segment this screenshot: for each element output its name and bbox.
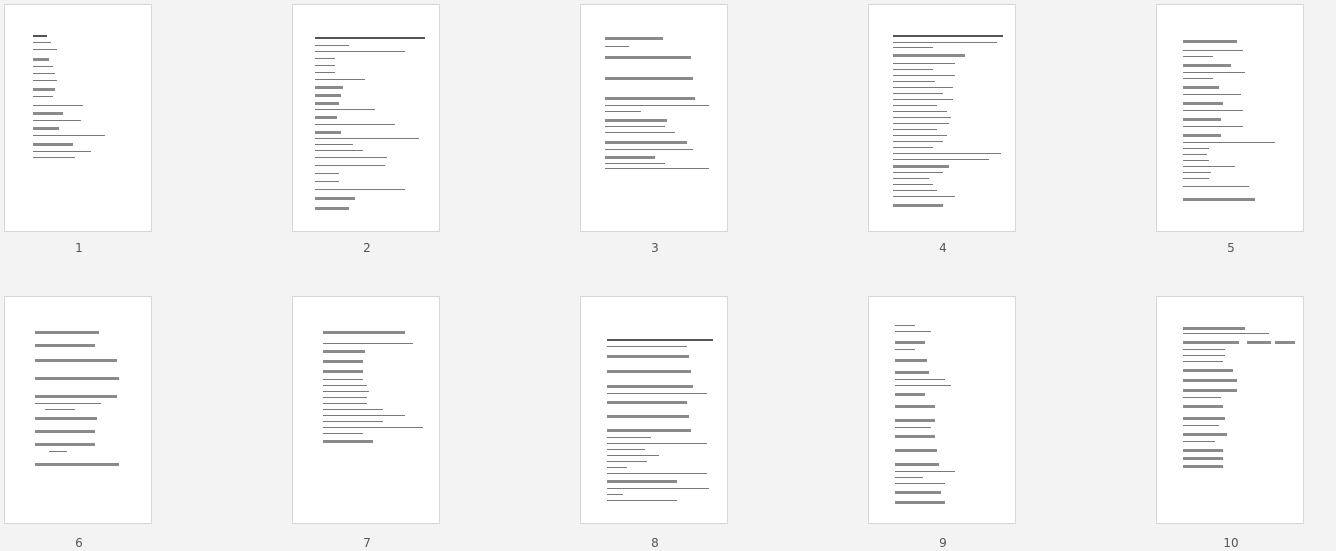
- page-preview: [868, 296, 1016, 524]
- page-number: 9: [939, 536, 947, 550]
- page-preview: [1156, 4, 1304, 232]
- page-preview: [292, 296, 440, 524]
- page-number: 8: [651, 536, 659, 550]
- page-number: 10: [1223, 536, 1239, 550]
- page-preview: [292, 4, 440, 232]
- page-number: 1: [75, 241, 83, 255]
- page-number: 4: [939, 241, 947, 255]
- page-preview: [4, 4, 152, 232]
- page-preview: [580, 296, 728, 524]
- page-preview: [580, 4, 728, 232]
- page-preview: [868, 4, 1016, 232]
- page-number: 5: [1227, 241, 1235, 255]
- page-number: 3: [651, 241, 659, 255]
- page-number: 6: [75, 536, 83, 550]
- page-preview: [4, 296, 152, 524]
- page-number: 2: [363, 241, 371, 255]
- page-preview: [1156, 296, 1304, 524]
- page-number: 7: [363, 536, 371, 550]
